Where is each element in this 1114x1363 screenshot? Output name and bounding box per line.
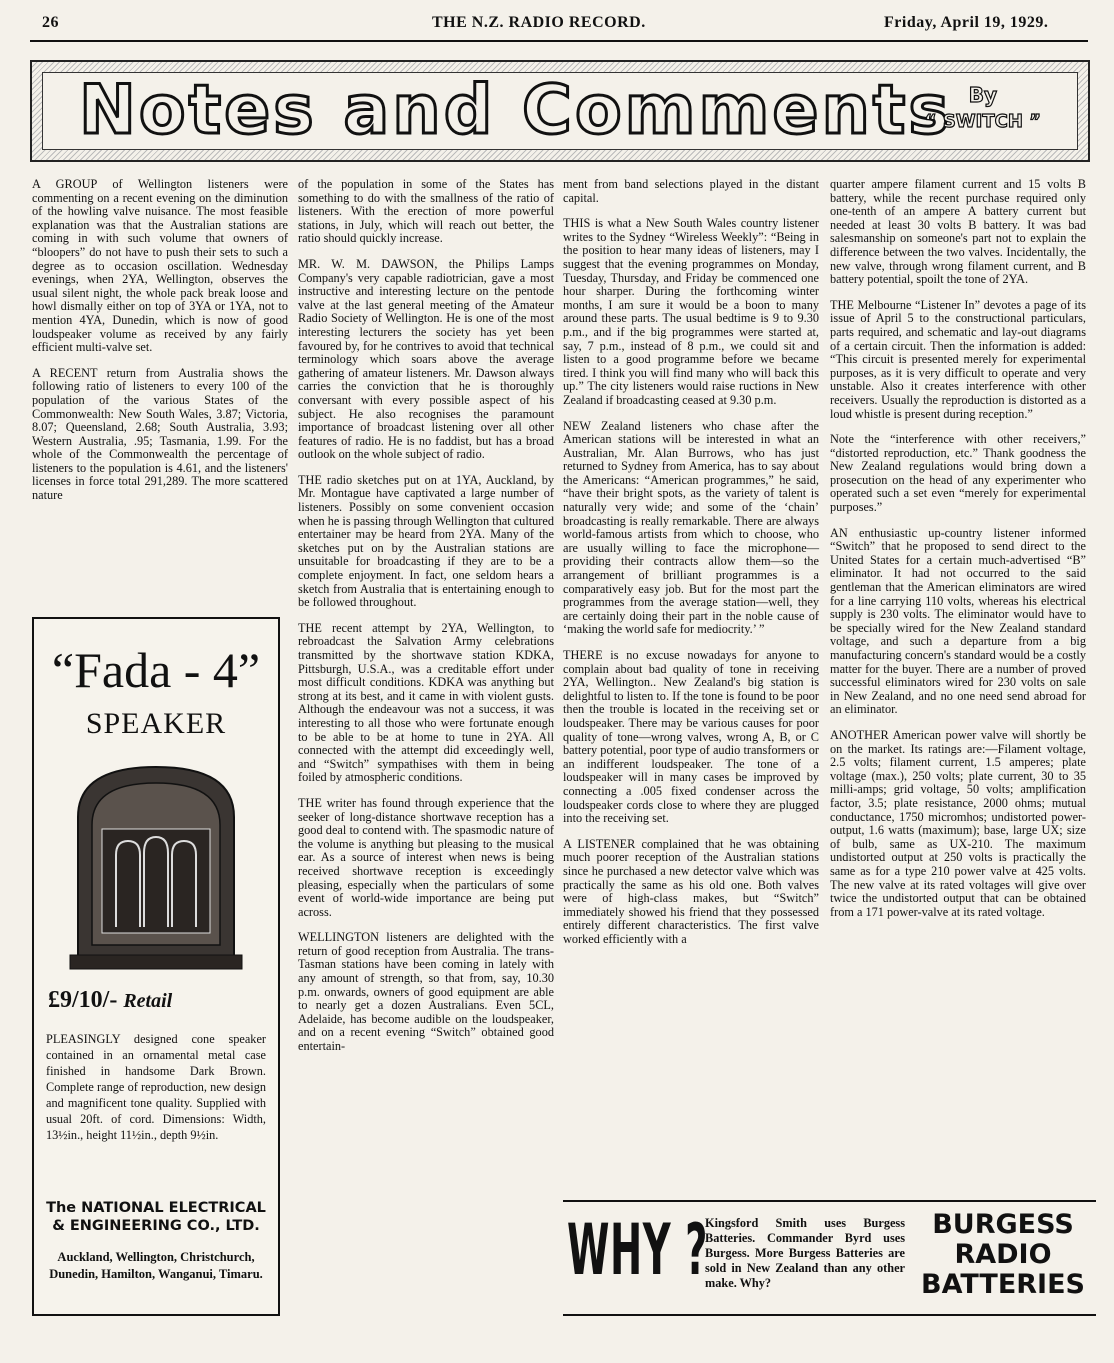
column-1	[32, 178, 288, 515]
article-paragraph: MR. W. M. DAWSON, the Philips Lamps Company's very capable radiotrician, gave a most instructive and interesting lecture on the pentode valve at the last general meeting of the Amateur Radio Society of Wellington. He is one of the most interesting lecturers the society has yet been favoured by, for he contrives to avoid that technical terminology which soars above the average gathering of amateur listeners. Mr. Dawson always carries the conviction that he is thoroughly conversant with every possible aspect of his subject. He also recognises the paramount importance of broadcast listening over all other features of radio. He is no faddist, but has a broad outlook on the whole subject of radio.	[298, 256, 554, 462]
issue-date: Friday, April 19, 1929.	[884, 14, 1049, 31]
article-paragraph: A LISTENER complained that he was obtaining much poorer reception of the Australian stations since he purchased a new detector valve which was practically the same as his old one. Both valves were of high-class makes, but “Switch” immediately showed his friend that they possessed entirely different characteristics. The first valve worked efficiently with a	[563, 836, 819, 946]
article-paragraph: of the population in some of the States has something to do with the smallness of the ratio of listeners. With the erection of more powerful stations, in July, which will reach out better, the ratio should quickly increase.	[298, 177, 554, 246]
ad-brand	[915, 1210, 1091, 1300]
ad-price-retail: Retail	[123, 990, 173, 1012]
article-paragraph: WELLINGTON listeners are delighted with the return of good reception from Australia. The trans-Tasman stations have been coming in lately with any amount of strength, so that from, say, 10.30 p.m. onwards, owners of good equipment are able to nearly get a dozen Australians. Even 5CL, Adelaide, has become audible on the loudspeaker, and on a recent evening “Switch” obtained good entertain-	[298, 930, 554, 1054]
ad-product-type: SPEAKER	[85, 707, 227, 740]
article-paragraph: ANOTHER American power valve will shortly be on the market. Its ratings are:—Filament voltage, 2.5 volts; filament current, 1.5 amperes; plate voltage (max.), 250 volts; plate current, 30 to 35 milli-amps; grid voltage, 50 volts; amplification factor, 3.5; plate resistance, 2000 ohms; mutual conductance, 1750 micromhos; undistorted power-output, 1.6 watts (maximum); base, large UX; size of bulb, same as UX-210. The maximum undistorted output at 250 volts is practically the same as for a type 210 power valve at 425 volts. The new valve at its rated voltages will give over twice the undistorted output that can be obtained from a 171 power-valve at its rated voltage.	[830, 727, 1086, 919]
article-paragraph: A GROUP of Wellington listeners were commenting on a recent evening on the diminution of the howling valve nuisance. The most feasible explanation was that the Australian stations are coming in with such volume that owners of “bloopers” do not have to push their sets to such a degree as to occasion oscillation. Wednesday evenings, when 2YA, Wellington, observes the usual silent night, the whole pack break loose and howl dismally either on top of 3YA or 1YA, not to mention 4YA, Dunedin, which is now of good loudspeaker volume as received by any fairly efficient multi-valve set.	[32, 177, 288, 355]
article-paragraph: Note the “interference with other receivers,” “distorted reproduction, etc.” Thank goodness the New Zealand regulations would bring down a prosecution on the head of any experimenter who operated such a set even “merely for experimental purposes.”	[830, 432, 1086, 515]
ad-why-headline: WHY ?	[567, 1209, 709, 1291]
ad-description: PLEASINGLY designed cone speaker contained in an ornamental metal case finished in handsome Dark Brown. Complete range of reproduction, new design and magnificent tone quality. Supplied with usual 20ft. of cord. Dimensions: Width, 13½in., height 11½in., depth 9½in.	[46, 1032, 266, 1142]
ad-brand-line: BURGESS	[932, 1209, 1074, 1240]
byline	[925, 83, 1041, 132]
ad-price	[48, 987, 268, 1014]
page-number: 26	[42, 14, 59, 31]
article-paragraph: AN enthusiastic up-country listener informed “Switch” that he proposed to send direct to the United States for a certain much-advertised “B” eliminator. It had not occurred to the said gentleman that the American eliminators are wired for a line carrying 110 volts, whereas his electrical supply is 230 volts. The eliminator would have to be specially wired for the New Zealand standard voltage, and such a departure from a big manufacturing concern's standard would be a costly matter for the buyer. There are a number of proved successful eliminators wired for 230 volts on sale in New Zealand, and no one need send abroad for an eliminator.	[830, 525, 1086, 717]
newspaper-title: THE N.Z. RADIO RECORD.	[432, 14, 646, 31]
column-3	[563, 178, 819, 958]
byline-author: “ SWITCH ”	[924, 111, 1041, 132]
ad-towns: Auckland, Wellington, Christchurch, Dunedin, Hamilton, Wanganui, Timaru.	[49, 1250, 263, 1281]
ad-brand-line: BATTERIES	[920, 1269, 1085, 1300]
article-paragraph: THE Melbourne “Listener In” devotes a page of its issue of April 5 to the constructional particulars, parts required, and schematic and lay-out diagrams of a certain circuit. Then the information is added: “This circuit is presented merely for experimental purposes, as it is very difficult to operate and very unstable. Also it creates interference with other receivers. Usually the reproduction is distorted as a loud whistle is present during reception.”	[830, 297, 1086, 421]
column-2	[298, 178, 554, 1066]
ad-product-name: “Fada - 4”	[51, 642, 261, 698]
article-paragraph: THIS is what a New South Wales country listener writes to the Sydney “Wireless Weekly”: “Being in the position to hear many ideas of listeners, may I suggest that the evening programmes on Monday, Tuesday, Thursday, and Friday be commenced one hour sharper. During the forthcoming winter months, I am sure it would be a boon to many around these parts. The usual bedtime is 9 to 9.30 p.m., and if the big programmes were started at, say, 7 p.m., instead of 8 p.m., we could sit and listen to a good programme before we became tired. I think you will find many who will back this up.” The city listeners would raise ructions in New Zealand if broadcasting ceased at 9.30 p.m.	[563, 216, 819, 407]
section-title: Notes and Comments	[79, 71, 952, 150]
ad-brand-line: RADIO	[954, 1239, 1052, 1270]
speaker-illustration	[58, 757, 254, 977]
article-paragraph: quarter ampere filament current and 15 volts B battery, while the recent purchase required only one-tenth of an ampere A battery current but needed at least 30 volts B battery. It was bad salesmanship on someone's part not to explain the difference between the two valves. Incidentally, the new valve, through wrong filament current, and B battery potential, spoilt the tone of 2YA.	[830, 177, 1086, 287]
article-paragraph: THERE is no excuse nowadays for anyone to complain about bad quality of tone in receiving 2YA, Wellington.. New Zealand's big station is delightful to listen to. If the tone is found to be poor then the trouble is located in the receiving set or loudspeaker. There may be various causes for poor quality of tone—wrong valves, wrong A, B, or C battery potential, poor type of audio transformers or an indifferent loudspeaker. The tone of a loudspeaker will in many cases be improved by connecting a .005 fixed condenser across the loudspeaker cords close to where they are plugged into the receiving set.	[563, 648, 819, 826]
article-paragraph: THE radio sketches put on at 1YA, Auckland, by Mr. Montague have captivated a large number of listeners. Possibly on some convenient occasion when he is passing through Wellington that cultured entertainer may be heard from 2YA. Many of the sketches put on by the Australian stations are unsuitable for broadcasting if they are to be a complete enjoyment. In fact, one seldom hears a sketch from Australia that is entertaining enough to be followed throughout.	[298, 472, 554, 610]
byline-by: By	[968, 83, 997, 107]
ad-message: Kingsford Smith uses Burgess Batteries. Commander Byrd uses Burgess. More Burgess Batteries are sold in New Zealand than any other make. Why?	[705, 1216, 905, 1290]
ad-company: The NATIONAL ELECTRICAL & ENGINEERING CO., LTD.	[46, 1200, 266, 1234]
article-paragraph: THE writer has found through experience that the seeker of long-distance shortwave reception has a good deal to contend with. The spasmodic nature of the volume is anything but pleasing to the musical ear. As a source of interest when news is being received shortwave reception is exceedingly pleasing, especially when the particulars of some event of world-wide importance are being put across.	[298, 795, 554, 919]
article-paragraph: THE recent attempt by 2YA, Wellington, to rebroadcast the Salvation Army celebrations transmitted by the shortwave station KDKA, Pittsburgh, U.S.A., was a creditable effort under most difficult conditions. KDKA was anything but strong at its best, and it came in with violent gusts. Although the endeavour was not a success, it was interesting to all those who were fortunate enough to be able to be at home to tune in 2YA. All connected with the attempt did exceedingly well, and “Switch” sympathises with them in being foiled by atmospheric conditions.	[298, 620, 554, 785]
article-paragraph: NEW Zealand listeners who chase after the American stations will be interested in what an Australian, Mr. Alan Burrows, who has just returned to Sydney from America, has to say about the Americans: “American programmes,” he said, “have their bright spots, as the variety of talent is naturally very wide; and some of the ‘chain’ broadcasting is really remarkable. There are always world-famous artists from which to choose, who are usually willing to face the microphone—providing their contracts allow them—so the arrangement of brilliant programmes is a comparatively easy job. But for the most part the programmes from the average station—well, they are certainly doing their part in the noble cause of ‘making the world safe for mediocrity.’ ”	[563, 418, 819, 637]
article-paragraph: A RECENT return from Australia shows the following ratio of listeners to every 100 of the population of the various States of the Commonwealth: New South Wales, 3.87; Victoria, 8.07; Queensland, 2.68; South Australia, 3.93; Western Australia, .95; Tasmania, 1.99. For the whole of the Commonwealth the percentage of listeners to the population is 4.61, and the listeners' licenses in force total 291,289. The more scattered nature	[32, 365, 288, 503]
fada-speaker-ad	[32, 617, 280, 1316]
section-banner	[30, 60, 1090, 162]
article-paragraph: ment from band selections played in the distant capital.	[563, 177, 819, 205]
burgess-batteries-ad	[563, 1200, 1096, 1316]
ad-price-value: £9/10/-	[48, 987, 118, 1013]
column-4	[830, 178, 1086, 931]
header-rule	[30, 40, 1088, 42]
